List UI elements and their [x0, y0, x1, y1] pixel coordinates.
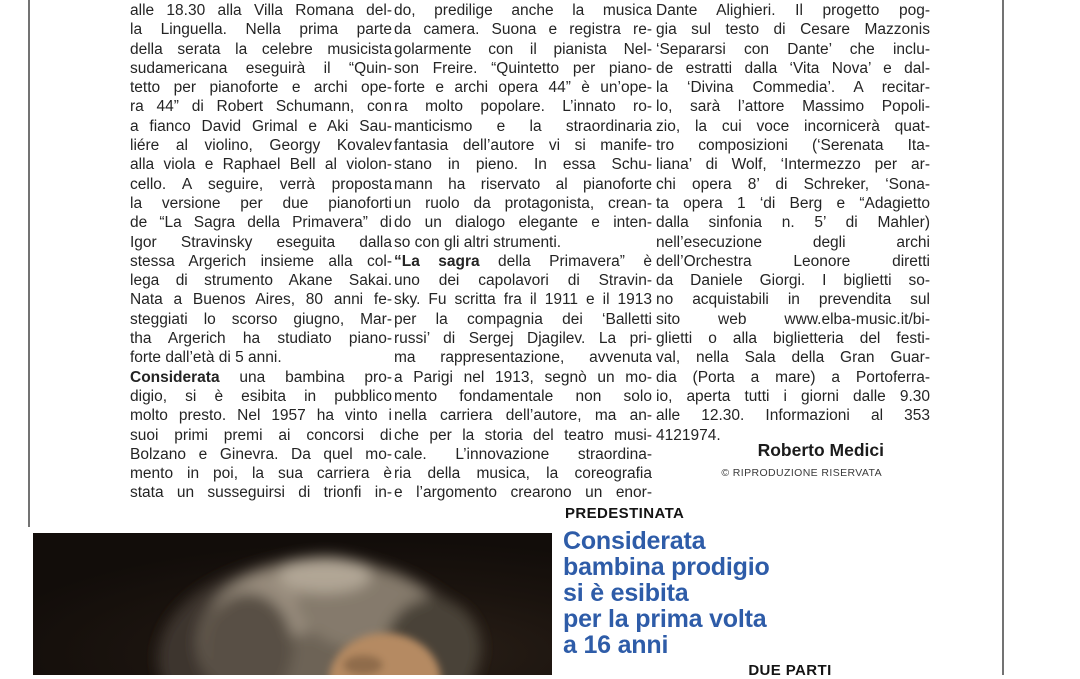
text-line: stessa Argerich insieme alla col- — [130, 252, 392, 270]
kicker-label: PREDESTINATA — [565, 505, 685, 522]
text-line: de estratti dalla ‘Vita Nova’ e dal- — [656, 59, 930, 77]
text-line: steggiati lo scorso giugno, Mar- — [130, 310, 392, 328]
right-column-rule — [1002, 0, 1004, 675]
text-line: nella carriera dell’autore, ma an- — [394, 407, 652, 425]
text-line: golarmente con il pianista Nel- — [394, 40, 652, 58]
text-line: che per la storia del teatro musi- — [394, 426, 652, 444]
text-line: la Linguella. Nella prima parte — [130, 21, 392, 39]
copyright-notice: © RIPRODUZIONE RISERVATA — [721, 467, 882, 479]
text-line: Nata a Buenos Aires, 80 anni fe- — [130, 291, 392, 309]
text-line: per la compagnia dei ‘Balletti — [394, 310, 652, 328]
text-line: bambina prodigio — [563, 553, 770, 581]
headline — [563, 528, 963, 658]
text-line: alle 12.30. Informazioni al 353 — [656, 407, 930, 425]
text-line: son Freire. “Quintetto per piano- — [394, 59, 652, 77]
text-line: stata un susseguirsi di trionfi in- — [130, 484, 392, 502]
text-line: tetto per pianoforte e archi ope- — [130, 79, 392, 97]
crosshead-label: DUE PARTI — [748, 662, 832, 679]
text-line: un ruolo da protagonista, crean- — [394, 194, 652, 212]
text-line: ma rappresentazione, avvenuta — [394, 349, 652, 367]
text-line: glietti o alla biglietteria del festi- — [656, 330, 930, 348]
text-line: Igor Stravinsky eseguita dalla — [130, 233, 392, 251]
text-line: dalla sinfonia n. 5’ di Mahler) — [656, 214, 930, 232]
text-line: liére al violino, Georgy Kovalev — [130, 137, 392, 155]
text-line: e l’argomento crearono un enor- — [394, 484, 652, 502]
text-line: ‘Separarsi con Dante’ che inclu- — [656, 40, 930, 58]
text-line: ria della musica, la coreografia — [394, 465, 652, 483]
text-line: dia (Porta a mare) a Portoferra- — [656, 368, 930, 386]
text-line: cello. A seguire, verrà proposta — [130, 175, 392, 193]
text-line: no acquistabili in prevendita sul — [656, 291, 930, 309]
text-line: da Daniele Giorgi. I biglietti so- — [656, 272, 930, 290]
text-line: so con gli altri strumenti. — [394, 233, 562, 251]
text-line: io, aperta tutti i giorni dalle 9.30 — [656, 387, 930, 405]
text-line: ra molto popolare. L’innato ro- — [394, 98, 652, 116]
portrait-photo-image — [33, 533, 552, 675]
text-line: si è esibita — [563, 579, 689, 607]
text-line: a fianco David Grimal e Aki Sau- — [130, 117, 392, 135]
text-line: forte dall’età di 5 anni. — [130, 349, 282, 367]
text-line: do, predilige anche la musica — [394, 2, 652, 19]
text-line: forte e archi opera 44” è un’ope- — [394, 79, 652, 97]
text-line: manticismo e la straordinaria — [394, 117, 652, 135]
text-line: la versione per due pianoforti — [130, 194, 392, 212]
text-line: da camera. Suona e registra re- — [394, 21, 652, 39]
article-column-1 — [130, 1, 392, 503]
text-line: tha Argerich ha studiato piano- — [130, 330, 392, 348]
text-line: lo, sarà l’attore Massimo Popoli- — [656, 98, 930, 116]
byline: Roberto Medici — [757, 440, 884, 460]
text-line: liana’ di Wolf, ‘Intermezzo per ar- — [656, 156, 930, 174]
text-line: suoi primi premi ai concorsi di — [130, 426, 392, 444]
text-line: lega di strumento Akane Sakai. — [130, 272, 392, 290]
text-line: mann ha riservato al pianoforte — [394, 175, 652, 193]
text-line: la ‘Divina Commedia’. A recitar- — [656, 79, 930, 97]
text-line: digio, si è esibita in pubblico — [130, 387, 392, 405]
text-line: della serata la celebre musicista — [130, 40, 392, 58]
article-column-2 — [394, 1, 652, 503]
text-line: uno dei capolavori di Stravin- — [394, 272, 652, 290]
text-line: tro composizioni (‘Serenata Ita- — [656, 137, 930, 155]
text-line: ta opera 1 ‘di Berg e “Adagietto — [656, 194, 930, 212]
text-line: 4121974. — [656, 426, 721, 444]
text-line: per la prima volta — [563, 605, 767, 633]
text-line: chi opera 8’ di Schreker, ‘Sona- — [656, 175, 930, 193]
text-line: a 16 anni — [563, 631, 669, 659]
text-line: molto presto. Nel 1957 ha vinto i — [130, 407, 392, 425]
text-line: Bolzano e Ginevra. Da quel mo- — [130, 445, 392, 463]
text-line: sudamericana eseguirà il “Quin- — [130, 59, 392, 77]
text-line: “La sagra della Primavera” è — [394, 252, 652, 270]
text-line: Considerata — [563, 527, 706, 555]
left-column-rule — [28, 0, 30, 527]
text-line: fantasia dell’autore vi si manife- — [394, 137, 652, 155]
text-line: do un dialogo elegante e inten- — [394, 214, 652, 232]
portrait-photo — [33, 533, 552, 675]
text-line: cale. L’innovazione straordina- — [394, 445, 652, 463]
text-line: zio, la cui voce incornicerà quat- — [656, 117, 930, 135]
text-line: mento in poi, la sua carriera è — [130, 465, 392, 483]
bold-lead-in: “La sagra — [394, 252, 480, 270]
text-line: gia sul testo di Cesare Mazzonis — [656, 21, 930, 39]
bold-lead-in: Considerata — [130, 368, 220, 386]
text-line: de “La Sagra della Primavera” di — [130, 214, 392, 232]
text-line: sito web www.elba-music.it/bi- — [656, 310, 930, 328]
text-line: dell’Orchestra Leonore diretti — [656, 252, 930, 270]
text-line: sky. Fu scritta fra il 1911 e il 1913 — [394, 291, 652, 309]
text-line: Considerata una bambina pro- — [130, 368, 392, 386]
text-line: a Parigi nel 1913, segnò un mo- — [394, 368, 652, 386]
text-line: russi’ di Sergej Djagilev. La pri- — [394, 330, 652, 348]
text-line: Dante Alighieri. Il progetto pog- — [656, 2, 930, 19]
text-line: alla viola e Raphael Bell al violon- — [130, 156, 392, 174]
text-line: nell’esecuzione degli archi — [656, 233, 930, 251]
text-line: val, nella Sala della Gran Guar- — [656, 349, 930, 367]
text-line: ra 44” di Robert Schumann, con — [130, 98, 392, 116]
article-column-3 — [656, 1, 930, 445]
text-line: alle 18.30 alla Villa Romana del- — [130, 2, 392, 19]
text-line: mento fondamentale non solo — [394, 387, 652, 405]
text-line: stano in pieno. In essa Schu- — [394, 156, 652, 174]
